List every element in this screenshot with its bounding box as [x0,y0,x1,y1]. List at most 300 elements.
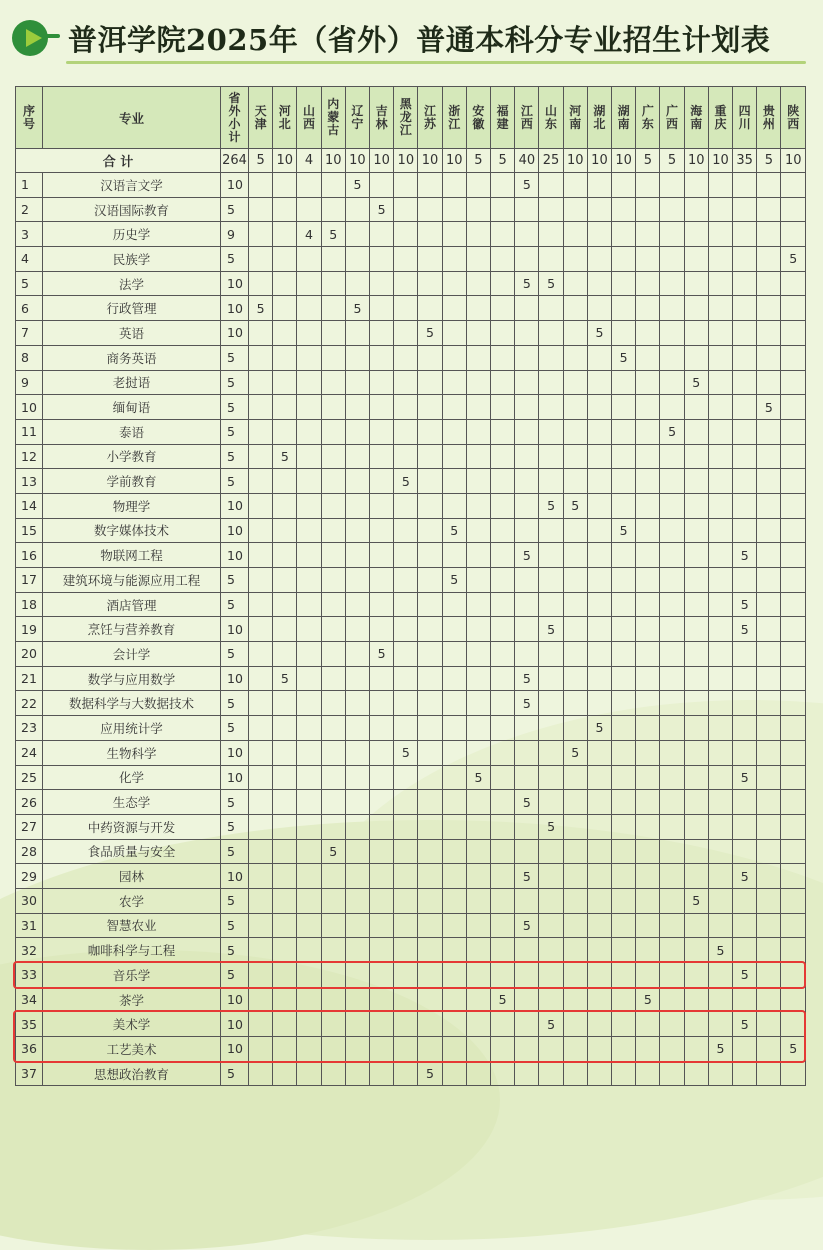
quota-cell [781,321,806,346]
header-subtotal: 省外小计 [221,87,249,149]
quota-cell [539,765,563,790]
quota-cell: 5 [708,938,732,963]
quota-cell [684,345,708,370]
quota-cell [515,493,539,518]
quota-cell [757,345,781,370]
quota-cell [491,740,515,765]
row-subtotal: 10 [221,987,249,1012]
quota-cell [370,666,394,691]
quota-cell [370,518,394,543]
quota-cell [466,1061,490,1086]
quota-cell [708,271,732,296]
quota-cell [587,469,611,494]
quota-cell [249,963,273,988]
quota-cell [418,592,442,617]
quota-cell [249,987,273,1012]
quota-cell [345,666,369,691]
table-row [16,913,806,938]
quota-cell: 5 [733,543,757,568]
quota-cell [636,222,660,247]
total-cell: 35 [733,149,757,173]
quota-cell [733,987,757,1012]
quota-cell [708,469,732,494]
quota-cell [636,814,660,839]
quota-cell [321,740,345,765]
table-row [16,642,806,667]
quota-cell [539,321,563,346]
quota-cell [781,617,806,642]
quota-cell [273,271,297,296]
quota-cell: 5 [370,197,394,222]
quota-cell [249,888,273,913]
quota-cell: 5 [684,888,708,913]
row-subtotal: 10 [221,617,249,642]
quota-cell [273,1061,297,1086]
quota-cell [273,888,297,913]
quota-cell [394,617,418,642]
quota-cell [636,395,660,420]
quota-cell [539,790,563,815]
quota-cell [394,222,418,247]
row-major: 智慧农业 [43,913,221,938]
quota-cell [684,765,708,790]
quota-cell [345,642,369,667]
quota-cell: 5 [757,395,781,420]
row-major: 老挝语 [43,370,221,395]
quota-cell [684,938,708,963]
quota-cell [563,345,587,370]
quota-cell [636,345,660,370]
quota-cell [273,716,297,741]
quota-cell [273,814,297,839]
quota-cell [636,568,660,593]
row-seq: 10 [16,395,43,420]
row-subtotal: 5 [221,790,249,815]
quota-cell [321,345,345,370]
quota-cell [587,197,611,222]
row-major: 应用统计学 [43,716,221,741]
quota-cell [539,666,563,691]
quota-cell [442,987,466,1012]
quota-cell [345,321,369,346]
quota-cell [781,691,806,716]
quota-cell [345,568,369,593]
quota-cell [321,247,345,272]
quota-cell [466,271,490,296]
row-seq: 2 [16,197,43,222]
row-major: 生态学 [43,790,221,815]
quota-cell [587,395,611,420]
row-seq: 5 [16,271,43,296]
header-province: 浙江 [442,87,466,149]
quota-cell [442,345,466,370]
quota-cell [539,592,563,617]
quota-cell [636,296,660,321]
quota-cell [491,444,515,469]
row-seq: 24 [16,740,43,765]
quota-cell [370,173,394,198]
quota-cell [636,963,660,988]
total-cell: 10 [273,149,297,173]
row-subtotal: 5 [221,197,249,222]
header-province: 山东 [539,87,563,149]
table-row [16,1061,806,1086]
quota-cell [539,691,563,716]
quota-cell [612,370,636,395]
quota-cell [297,173,321,198]
quota-cell [708,888,732,913]
table-row [16,419,806,444]
quota-cell [249,864,273,889]
quota-cell [418,247,442,272]
quota-cell [394,543,418,568]
quota-cell [587,1037,611,1062]
quota-cell [733,493,757,518]
quota-cell [297,814,321,839]
quota-cell: 5 [491,987,515,1012]
quota-cell [587,790,611,815]
quota-cell [708,395,732,420]
quota-cell [442,173,466,198]
quota-cell [418,296,442,321]
quota-cell [660,296,684,321]
quota-cell [733,790,757,815]
quota-cell [345,543,369,568]
quota-cell [684,296,708,321]
quota-cell [321,1012,345,1037]
quota-cell [394,370,418,395]
quota-cell [587,814,611,839]
row-seq: 14 [16,493,43,518]
row-subtotal: 5 [221,1061,249,1086]
page-title: 普洱学院2025年（省外）普通本科分专业招生计划表 [68,23,771,57]
quota-cell [273,345,297,370]
row-subtotal: 5 [221,963,249,988]
quota-cell [418,691,442,716]
table-row [16,370,806,395]
quota-cell [345,839,369,864]
quota-cell [781,370,806,395]
quota-cell [442,1061,466,1086]
quota-cell [249,592,273,617]
quota-cell [563,888,587,913]
quota-cell [442,864,466,889]
quota-cell [466,444,490,469]
quota-cell [708,839,732,864]
quota-cell [345,1061,369,1086]
quota-cell [370,592,394,617]
quota-cell [733,839,757,864]
quota-cell [539,987,563,1012]
quota-cell [636,938,660,963]
quota-cell [491,1061,515,1086]
quota-cell [466,321,490,346]
quota-cell: 5 [515,543,539,568]
quota-cell [491,173,515,198]
quota-cell [515,987,539,1012]
quota-cell [660,222,684,247]
quota-cell [273,493,297,518]
total-cell: 10 [418,149,442,173]
quota-cell [321,197,345,222]
quota-cell [563,518,587,543]
quota-cell [708,345,732,370]
quota-cell [466,987,490,1012]
quota-cell [442,740,466,765]
quota-cell: 5 [515,790,539,815]
quota-cell [660,1061,684,1086]
quota-cell [636,173,660,198]
quota-cell [249,370,273,395]
quota-cell [297,197,321,222]
quota-cell [515,370,539,395]
quota-cell [418,568,442,593]
quota-cell [345,987,369,1012]
quota-cell [612,296,636,321]
quota-cell: 5 [515,691,539,716]
quota-cell [587,765,611,790]
header-province: 福建 [491,87,515,149]
quota-cell [321,518,345,543]
quota-cell [321,568,345,593]
quota-cell [684,716,708,741]
quota-cell [345,345,369,370]
quota-cell [733,1037,757,1062]
header-province: 山西 [297,87,321,149]
quota-cell [491,938,515,963]
quota-cell [757,765,781,790]
row-subtotal: 10 [221,321,249,346]
quota-cell [733,814,757,839]
table-row [16,716,806,741]
quota-cell [587,839,611,864]
quota-cell [587,568,611,593]
quota-cell [636,839,660,864]
row-seq: 23 [16,716,43,741]
quota-cell [297,493,321,518]
quota-cell [321,1061,345,1086]
quota-cell [612,247,636,272]
quota-cell [321,296,345,321]
quota-cell [587,493,611,518]
quota-cell [612,716,636,741]
quota-cell [249,1012,273,1037]
quota-cell [466,568,490,593]
quota-cell [418,493,442,518]
quota-cell [636,691,660,716]
table-row [16,666,806,691]
quota-cell [636,444,660,469]
quota-cell [442,765,466,790]
quota-cell [249,321,273,346]
quota-cell [249,197,273,222]
quota-cell [660,888,684,913]
quota-cell [321,617,345,642]
row-major: 咖啡科学与工程 [43,938,221,963]
table-row [16,888,806,913]
row-major: 数学与应用数学 [43,666,221,691]
row-seq: 21 [16,666,43,691]
quota-cell [733,197,757,222]
quota-cell [539,1037,563,1062]
quota-cell: 5 [273,666,297,691]
header-province: 江西 [515,87,539,149]
quota-cell [297,617,321,642]
quota-cell [757,568,781,593]
quota-cell [297,247,321,272]
quota-cell [539,173,563,198]
quota-cell [418,1037,442,1062]
quota-cell [757,716,781,741]
quota-cell [708,592,732,617]
quota-cell [249,271,273,296]
enrollment-plan-table-wrapper [15,86,806,1086]
quota-cell [442,321,466,346]
quota-cell [345,963,369,988]
quota-cell [757,913,781,938]
quota-cell [660,963,684,988]
quota-cell [466,493,490,518]
quota-cell [297,592,321,617]
quota-cell [418,740,442,765]
quota-cell [733,642,757,667]
row-major: 民族学 [43,247,221,272]
quota-cell [273,370,297,395]
quota-cell [394,790,418,815]
quota-cell [466,1037,490,1062]
header-province: 辽宁 [345,87,369,149]
quota-cell [587,691,611,716]
quota-cell [418,642,442,667]
quota-cell [442,913,466,938]
row-seq: 7 [16,321,43,346]
quota-cell [757,222,781,247]
header-province: 广西 [660,87,684,149]
row-subtotal: 10 [221,765,249,790]
quota-cell [345,419,369,444]
quota-cell [370,469,394,494]
quota-cell [491,296,515,321]
quota-cell [491,518,515,543]
quota-cell [563,395,587,420]
quota-cell [466,518,490,543]
quota-cell [757,963,781,988]
quota-cell [249,518,273,543]
quota-cell [660,716,684,741]
row-subtotal: 5 [221,716,249,741]
row-major: 中药资源与开发 [43,814,221,839]
quota-cell [394,642,418,667]
quota-cell [370,296,394,321]
quota-cell [394,814,418,839]
row-seq: 12 [16,444,43,469]
quota-cell [612,888,636,913]
row-subtotal: 5 [221,839,249,864]
total-cell: 10 [708,149,732,173]
quota-cell [612,1061,636,1086]
quota-cell [491,691,515,716]
quota-cell [297,716,321,741]
quota-cell [612,271,636,296]
quota-cell [708,370,732,395]
quota-cell [370,839,394,864]
quota-cell [394,765,418,790]
quota-cell [466,716,490,741]
quota-cell [249,642,273,667]
table-row [16,740,806,765]
quota-cell [612,666,636,691]
quota-cell [321,642,345,667]
quota-cell [370,271,394,296]
quota-cell [781,444,806,469]
quota-cell [394,419,418,444]
quota-cell [418,790,442,815]
header-province: 重庆 [708,87,732,149]
quota-cell [708,740,732,765]
quota-cell [273,765,297,790]
quota-cell [684,1012,708,1037]
quota-cell [587,740,611,765]
quota-cell [321,790,345,815]
row-subtotal: 10 [221,296,249,321]
row-seq: 30 [16,888,43,913]
quota-cell: 5 [515,271,539,296]
quota-cell [563,1061,587,1086]
quota-cell [273,938,297,963]
row-seq: 11 [16,419,43,444]
quota-cell [273,963,297,988]
quota-cell [321,765,345,790]
quota-cell [491,814,515,839]
row-seq: 26 [16,790,43,815]
quota-cell [612,568,636,593]
quota-cell [273,740,297,765]
quota-cell [757,247,781,272]
quota-cell [781,568,806,593]
table-row [16,592,806,617]
quota-cell [345,592,369,617]
quota-cell [491,395,515,420]
row-seq: 32 [16,938,43,963]
quota-cell [587,296,611,321]
quota-cell [515,321,539,346]
quota-cell [781,987,806,1012]
quota-cell [466,691,490,716]
quota-cell [515,419,539,444]
quota-cell [636,716,660,741]
quota-cell [418,222,442,247]
quota-cell [491,1037,515,1062]
row-major: 建筑环境与能源应用工程 [43,568,221,593]
quota-cell [733,568,757,593]
quota-cell [636,321,660,346]
quota-cell [345,691,369,716]
quota-cell [394,493,418,518]
total-cell: 5 [491,149,515,173]
quota-cell [418,839,442,864]
quota-cell [781,765,806,790]
quota-cell [733,271,757,296]
quota-cell [539,419,563,444]
quota-cell: 5 [442,568,466,593]
quota-cell [297,913,321,938]
quota-cell [466,913,490,938]
quota-cell [515,740,539,765]
table-row [16,469,806,494]
quota-cell: 5 [587,321,611,346]
quota-cell [370,568,394,593]
quota-cell [321,913,345,938]
